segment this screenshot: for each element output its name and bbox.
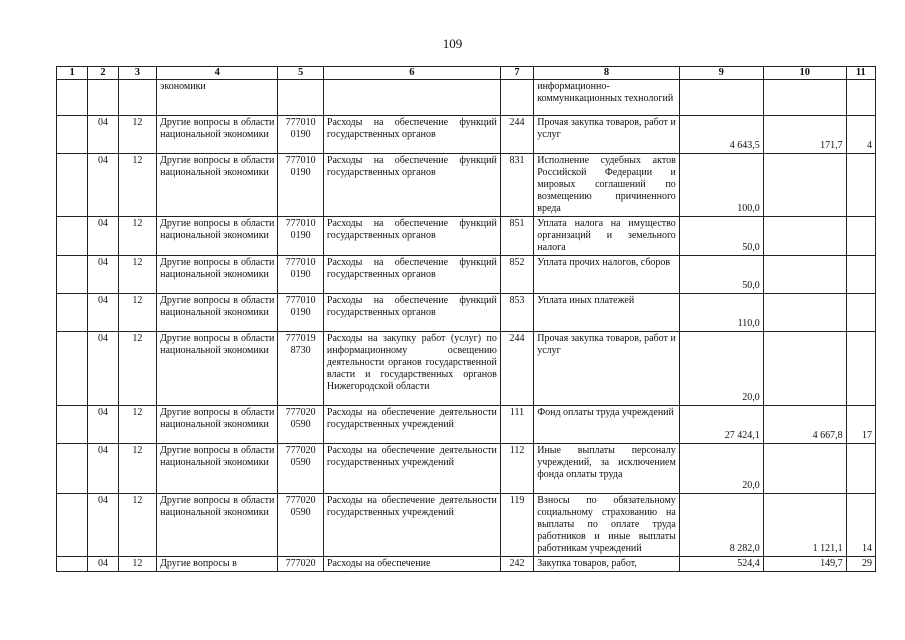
column-header-10: 10 bbox=[763, 67, 846, 80]
column-header-6: 6 bbox=[323, 67, 500, 80]
cell-col-8: Иные выплаты персоналу учреждений, за исключением фонда оплаты труда bbox=[534, 444, 680, 494]
table-row bbox=[57, 294, 876, 332]
cell-col-4: Другие вопросы в области национальной экономики bbox=[157, 256, 278, 294]
cell-col-3: 12 bbox=[118, 256, 156, 294]
cell-col-4: Другие вопросы в области национальной экономики bbox=[157, 406, 278, 444]
cell-col-4: Другие вопросы в области национальной экономики bbox=[157, 217, 278, 256]
cell-col-11 bbox=[846, 444, 875, 494]
cell-col-1 bbox=[57, 494, 88, 557]
cell-col-5: 777010 0190 bbox=[278, 116, 324, 154]
cell-col-5: 777020 bbox=[278, 557, 324, 572]
table-row bbox=[57, 217, 876, 256]
cell-col-11: 29 bbox=[846, 557, 875, 572]
cell-col-1 bbox=[57, 154, 88, 217]
cell-col-2: 04 bbox=[88, 116, 118, 154]
cell-col-10 bbox=[763, 217, 846, 256]
table-row bbox=[57, 557, 876, 572]
cell-col-3: 12 bbox=[118, 217, 156, 256]
cell-col-3: 12 bbox=[118, 294, 156, 332]
cell-col-7: 244 bbox=[500, 116, 533, 154]
table-row bbox=[57, 256, 876, 294]
cell-col-2: 04 bbox=[88, 494, 118, 557]
table-row bbox=[57, 116, 876, 154]
cell-col-7: 851 bbox=[500, 217, 533, 256]
cell-col-10: 4 667,8 bbox=[763, 406, 846, 444]
cell-col-6: Расходы на обеспечение функций государственных органов bbox=[323, 256, 500, 294]
cell-col-9 bbox=[679, 80, 763, 116]
cell-col-3: 12 bbox=[118, 494, 156, 557]
cell-col-5: 777020 0590 bbox=[278, 406, 324, 444]
cell-col-10: 171,7 bbox=[763, 116, 846, 154]
cell-col-9: 20,0 bbox=[679, 332, 763, 406]
cell-col-10 bbox=[763, 294, 846, 332]
cell-col-2 bbox=[88, 80, 118, 116]
cell-col-6: Расходы на закупку работ (услуг) по информационному освещению деятельности органов государственной власти и государственных органов Нижегородской области bbox=[323, 332, 500, 406]
column-header-1: 1 bbox=[57, 67, 88, 80]
cell-col-2: 04 bbox=[88, 557, 118, 572]
column-header-7: 7 bbox=[500, 67, 533, 80]
cell-col-9: 524,4 bbox=[679, 557, 763, 572]
column-header-3: 3 bbox=[118, 67, 156, 80]
cell-col-1 bbox=[57, 256, 88, 294]
table-row bbox=[57, 444, 876, 494]
cell-col-11 bbox=[846, 332, 875, 406]
cell-col-10 bbox=[763, 444, 846, 494]
cell-col-6: Расходы на обеспечение bbox=[323, 557, 500, 572]
cell-col-1 bbox=[57, 557, 88, 572]
cell-col-1 bbox=[57, 406, 88, 444]
cell-col-1 bbox=[57, 116, 88, 154]
cell-col-4: Другие вопросы в области национальной экономики bbox=[157, 444, 278, 494]
column-header-2: 2 bbox=[88, 67, 118, 80]
cell-col-10 bbox=[763, 332, 846, 406]
cell-col-2: 04 bbox=[88, 217, 118, 256]
cell-col-5: 777010 0190 bbox=[278, 256, 324, 294]
page-number: 109 bbox=[442, 36, 463, 51]
cell-col-3: 12 bbox=[118, 406, 156, 444]
cell-col-8: Уплата иных платежей bbox=[534, 294, 680, 332]
cell-col-11: 14 bbox=[846, 494, 875, 557]
cell-col-5: 777010 0190 bbox=[278, 294, 324, 332]
cell-col-11 bbox=[846, 256, 875, 294]
cell-col-6: Расходы на обеспечение деятельности государственных учреждений bbox=[323, 494, 500, 557]
cell-col-1 bbox=[57, 80, 88, 116]
cell-col-1 bbox=[57, 332, 88, 406]
cell-col-8: Уплата прочих налогов, сборов bbox=[534, 256, 680, 294]
cell-col-11 bbox=[846, 217, 875, 256]
cell-col-11: 17 bbox=[846, 406, 875, 444]
cell-col-8: Взносы по обязательному социальному страхованию на выплаты по оплате труда работников и иные выплаты работникам учреждений bbox=[534, 494, 680, 557]
column-header-9: 9 bbox=[679, 67, 763, 80]
cell-col-1 bbox=[57, 294, 88, 332]
cell-col-8: Уплата налога на имущество организаций и земельного налога bbox=[534, 217, 680, 256]
cell-col-5: 777019 8730 bbox=[278, 332, 324, 406]
cell-col-6: Расходы на обеспечение функций государственных органов bbox=[323, 116, 500, 154]
cell-col-3: 12 bbox=[118, 116, 156, 154]
cell-col-3 bbox=[118, 80, 156, 116]
table-row bbox=[57, 332, 876, 406]
cell-col-5: 777020 0590 bbox=[278, 444, 324, 494]
cell-col-5: 777010 0190 bbox=[278, 154, 324, 217]
cell-col-9: 110,0 bbox=[679, 294, 763, 332]
cell-col-1 bbox=[57, 217, 88, 256]
cell-col-6: Расходы на обеспечение функций государственных органов bbox=[323, 294, 500, 332]
cell-col-9: 100,0 bbox=[679, 154, 763, 217]
cell-col-9: 50,0 bbox=[679, 217, 763, 256]
cell-col-6: Расходы на обеспечение функций государственных органов bbox=[323, 217, 500, 256]
column-header-4: 4 bbox=[157, 67, 278, 80]
cell-col-6: Расходы на обеспечение деятельности государственных учреждений bbox=[323, 406, 500, 444]
cell-col-2: 04 bbox=[88, 444, 118, 494]
cell-col-7: 112 bbox=[500, 444, 533, 494]
cell-col-4: Другие вопросы в области национальной экономики bbox=[157, 332, 278, 406]
cell-col-7: 119 bbox=[500, 494, 533, 557]
cell-col-8: Фонд оплаты труда учреждений bbox=[534, 406, 680, 444]
cell-col-3: 12 bbox=[118, 154, 156, 217]
cell-col-4: экономики bbox=[157, 80, 278, 116]
cell-col-4: Другие вопросы в области национальной экономики bbox=[157, 294, 278, 332]
cell-col-9: 4 643,5 bbox=[679, 116, 763, 154]
cell-col-6: Расходы на обеспечение деятельности государственных учреждений bbox=[323, 444, 500, 494]
header-row bbox=[57, 67, 876, 80]
cell-col-9: 20,0 bbox=[679, 444, 763, 494]
budget-table bbox=[56, 66, 876, 572]
cell-col-3: 12 bbox=[118, 332, 156, 406]
cell-col-7: 242 bbox=[500, 557, 533, 572]
table-row bbox=[57, 494, 876, 557]
table-row bbox=[57, 80, 876, 116]
cell-col-10 bbox=[763, 80, 846, 116]
cell-col-7: 831 bbox=[500, 154, 533, 217]
cell-col-2: 04 bbox=[88, 256, 118, 294]
cell-col-10: 149,7 bbox=[763, 557, 846, 572]
table-row bbox=[57, 406, 876, 444]
cell-col-7: 852 bbox=[500, 256, 533, 294]
column-header-11: 11 bbox=[846, 67, 875, 80]
cell-col-8: Прочая закупка товаров, работ и услуг bbox=[534, 332, 680, 406]
column-header-5: 5 bbox=[278, 67, 324, 80]
cell-col-2: 04 bbox=[88, 406, 118, 444]
cell-col-10: 1 121,1 bbox=[763, 494, 846, 557]
cell-col-11 bbox=[846, 154, 875, 217]
cell-col-8: Прочая закупка товаров, работ и услуг bbox=[534, 116, 680, 154]
cell-col-10 bbox=[763, 154, 846, 217]
cell-col-7 bbox=[500, 80, 533, 116]
cell-col-4: Другие вопросы в области национальной экономики bbox=[157, 154, 278, 217]
cell-col-4: Другие вопросы в области национальной экономики bbox=[157, 116, 278, 154]
cell-col-11: 4 bbox=[846, 116, 875, 154]
cell-col-4: Другие вопросы в bbox=[157, 557, 278, 572]
cell-col-9: 27 424,1 bbox=[679, 406, 763, 444]
cell-col-2: 04 bbox=[88, 332, 118, 406]
column-header-8: 8 bbox=[534, 67, 680, 80]
cell-col-4: Другие вопросы в области национальной экономики bbox=[157, 494, 278, 557]
cell-col-3: 12 bbox=[118, 557, 156, 572]
cell-col-9: 50,0 bbox=[679, 256, 763, 294]
cell-col-9: 8 282,0 bbox=[679, 494, 763, 557]
cell-col-11 bbox=[846, 80, 875, 116]
cell-col-5: 777020 0590 bbox=[278, 494, 324, 557]
cell-col-6: Расходы на обеспечение функций государственных органов bbox=[323, 154, 500, 217]
cell-col-7: 111 bbox=[500, 406, 533, 444]
cell-col-8: информационно-коммуникационных технологий bbox=[534, 80, 680, 116]
cell-col-8: Закупка товаров, работ, bbox=[534, 557, 680, 572]
cell-col-2: 04 bbox=[88, 294, 118, 332]
cell-col-7: 244 bbox=[500, 332, 533, 406]
table-row bbox=[57, 154, 876, 217]
cell-col-2: 04 bbox=[88, 154, 118, 217]
cell-col-8: Исполнение судебных актов Российской Федерации и мировых соглашений по возмещению причиненного вреда bbox=[534, 154, 680, 217]
cell-col-5: 777010 0190 bbox=[278, 217, 324, 256]
cell-col-10 bbox=[763, 256, 846, 294]
cell-col-5 bbox=[278, 80, 324, 116]
cell-col-6 bbox=[323, 80, 500, 116]
cell-col-7: 853 bbox=[500, 294, 533, 332]
cell-col-11 bbox=[846, 294, 875, 332]
cell-col-3: 12 bbox=[118, 444, 156, 494]
cell-col-1 bbox=[57, 444, 88, 494]
